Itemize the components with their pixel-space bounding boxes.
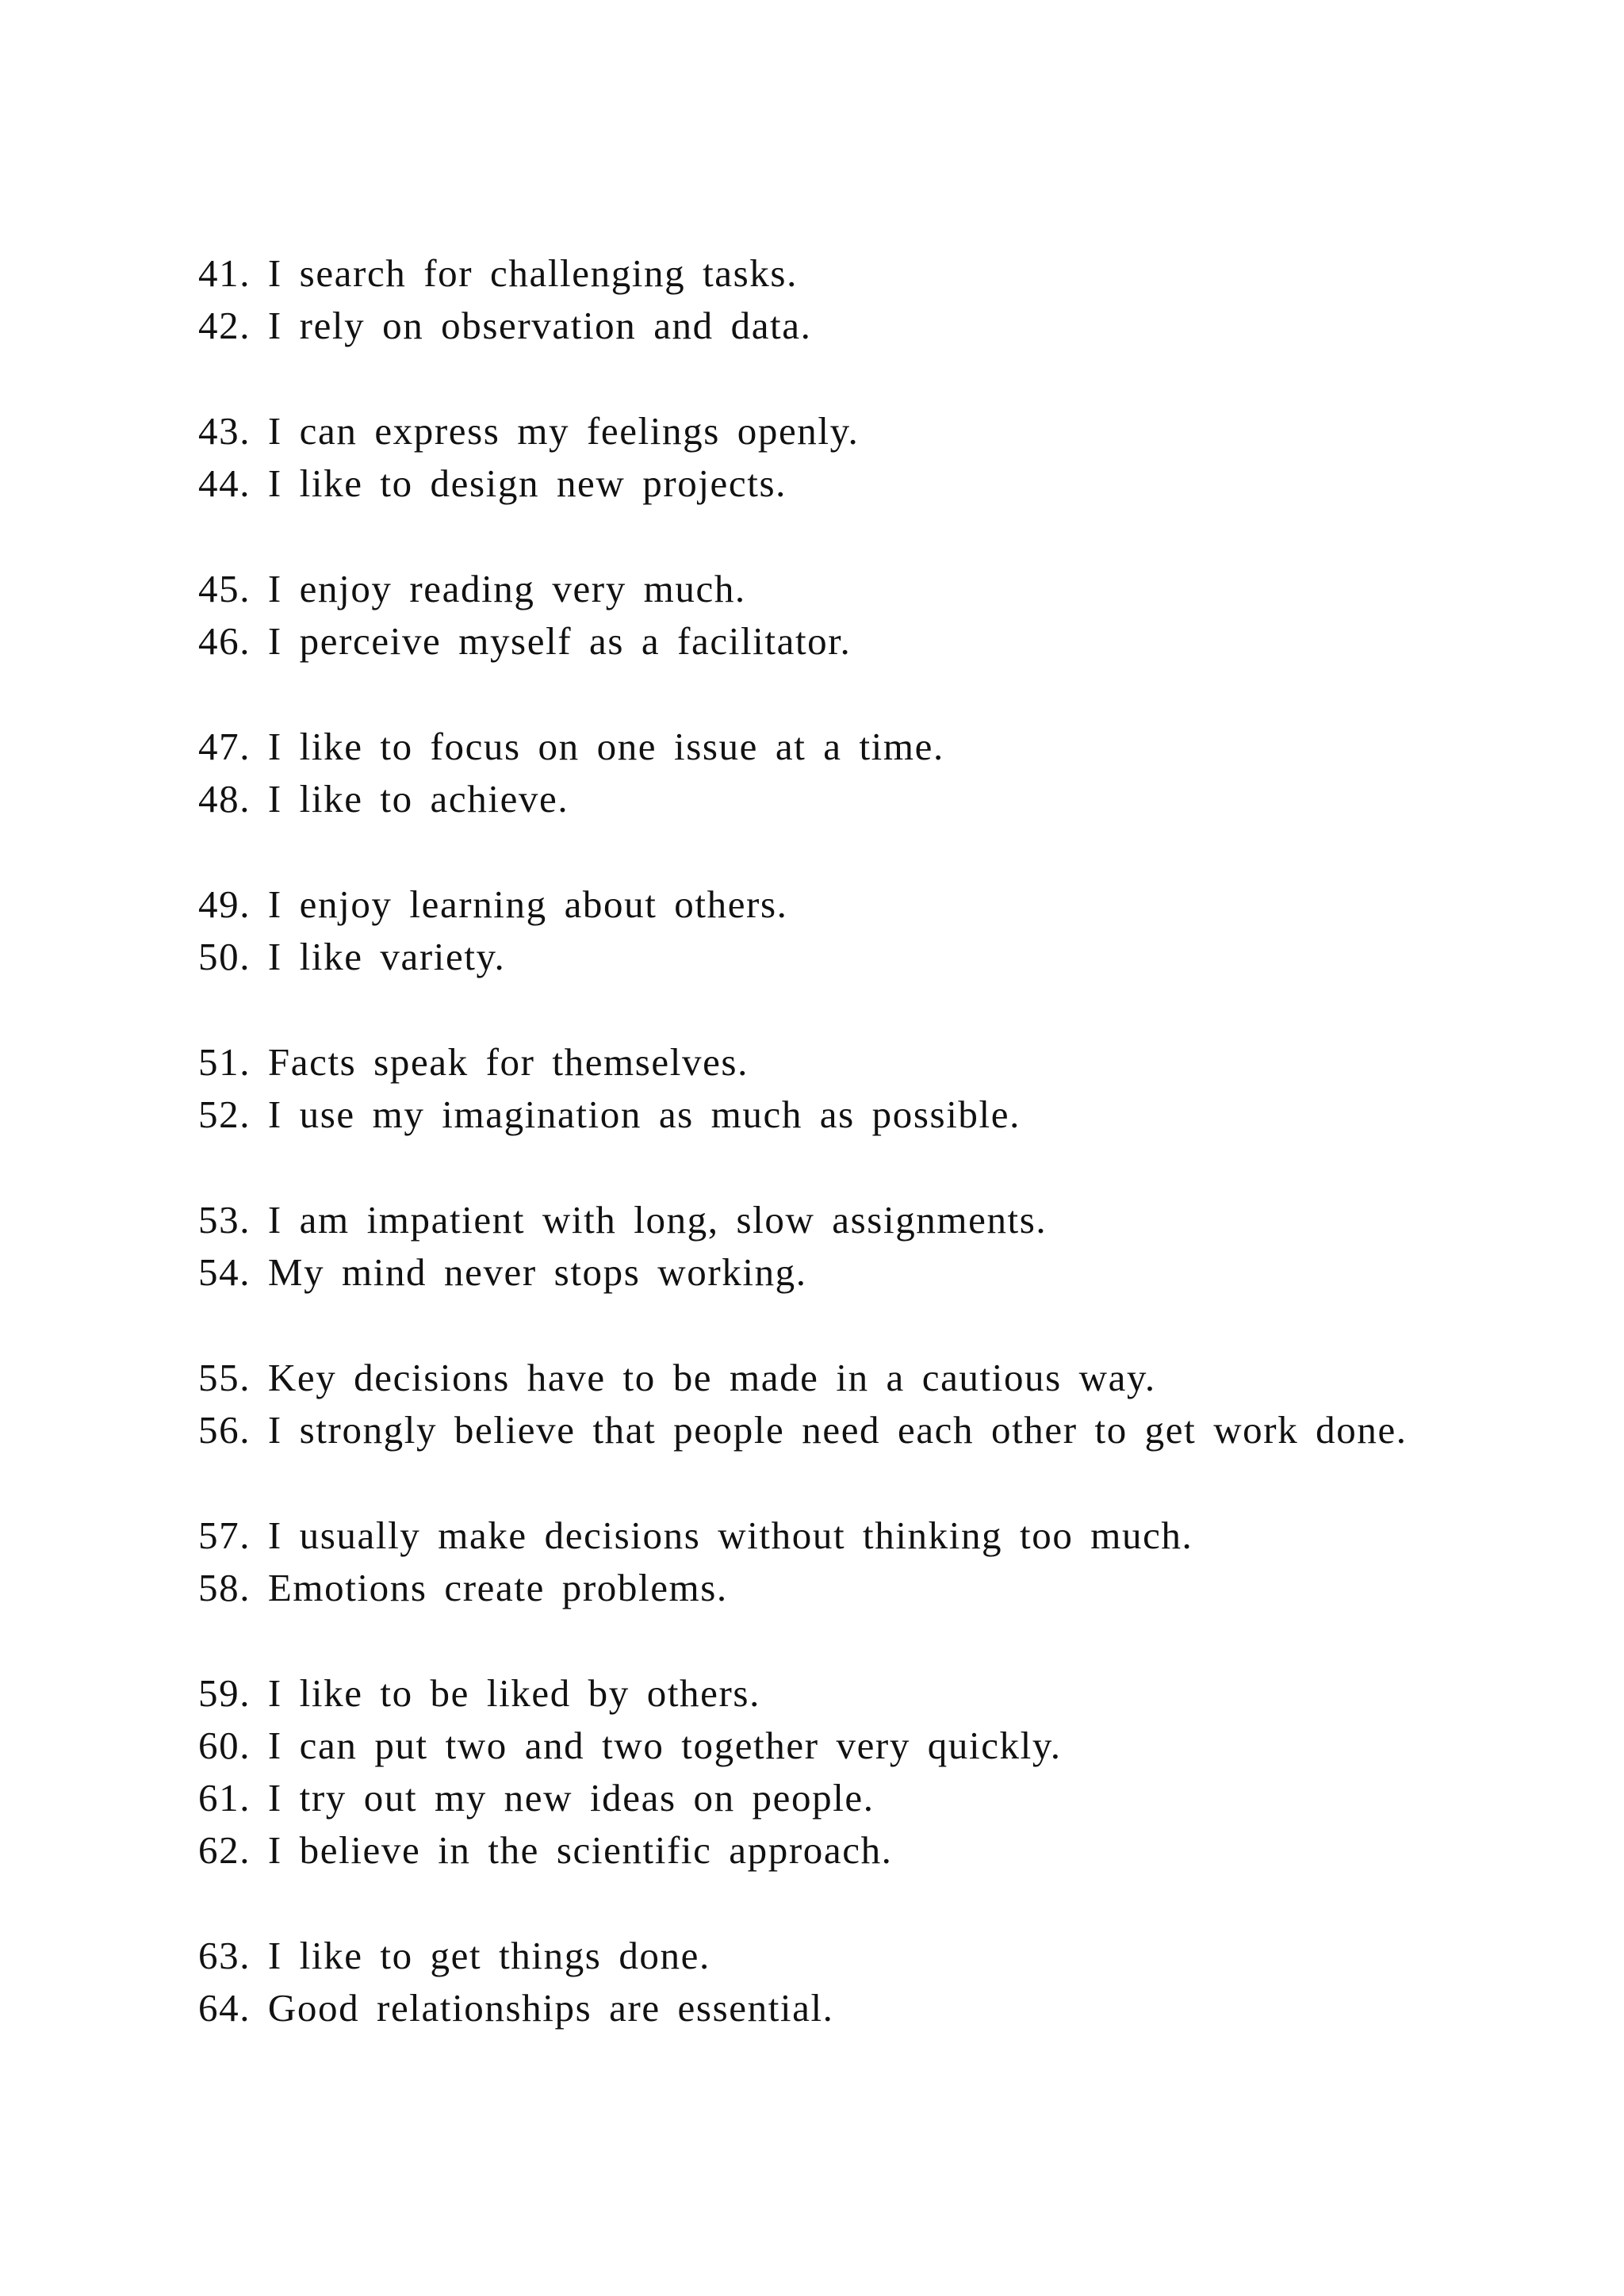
- statement-group: [198, 1036, 1435, 1141]
- statement-48: 48. I like to achieve.: [198, 777, 569, 821]
- statement-group: [198, 878, 1435, 983]
- statement-43: 43. I can express my feelings openly.: [198, 409, 860, 453]
- statement-63: 63. I like to get things done.: [198, 1934, 710, 1977]
- statement-group: [198, 1352, 1435, 1456]
- statement-54: 54. My mind never stops working.: [198, 1250, 807, 1294]
- statement-50: 50. I like variety.: [198, 935, 506, 978]
- statement-list: [198, 247, 1435, 2087]
- statement-group: [198, 563, 1435, 668]
- statement-58: 58. Emotions create problems.: [198, 1566, 728, 1609]
- statement-56: 56. I strongly believe that people need each other to get work done.: [198, 1408, 1408, 1452]
- statement-group: [198, 1194, 1435, 1299]
- statement-47: 47. I like to focus on one issue at a time.: [198, 725, 944, 768]
- statement-group: [198, 721, 1435, 825]
- statement-51: 51. Facts speak for themselves.: [198, 1040, 749, 1084]
- statement-45: 45. I enjoy reading very much.: [198, 567, 746, 610]
- statement-46: 46. I perceive myself as a facilitator.: [198, 619, 852, 663]
- statement-62: 62. I believe in the scientific approach.: [198, 1828, 893, 1872]
- statement-group: [198, 1667, 1435, 1877]
- statement-61: 61. I try out my new ideas on people.: [198, 1776, 875, 1820]
- statement-60: 60. I can put two and two together very quickly.: [198, 1724, 1062, 1767]
- statement-group: [198, 1930, 1435, 2034]
- statement-49: 49. I enjoy learning about others.: [198, 882, 788, 926]
- statement-64: 64. Good relationships are essential.: [198, 1986, 834, 2030]
- statement-55: 55. Key decisions have to be made in a cautious way.: [198, 1356, 1156, 1399]
- statement-53: 53. I am impatient with long, slow assignments.: [198, 1198, 1048, 1242]
- statement-44: 44. I like to design new projects.: [198, 461, 787, 505]
- statement-group: [198, 405, 1435, 510]
- statement-52: 52. I use my imagination as much as possible.: [198, 1093, 1021, 1136]
- statement-59: 59. I like to be liked by others.: [198, 1671, 760, 1715]
- statement-41: 41. I search for challenging tasks.: [198, 251, 798, 295]
- statement-group: [198, 1510, 1435, 1614]
- statement-57: 57. I usually make decisions without thinking too much.: [198, 1513, 1193, 1557]
- statement-42: 42. I rely on observation and data.: [198, 304, 812, 347]
- statement-group: [198, 247, 1435, 352]
